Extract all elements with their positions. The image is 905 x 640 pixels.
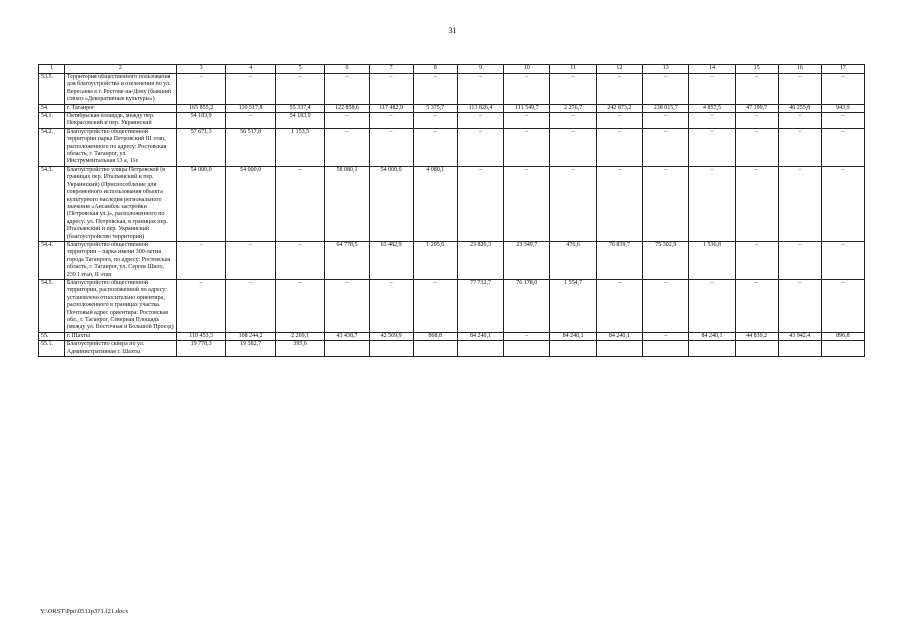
- amount-cell: –: [821, 279, 864, 332]
- amount-cell: –: [504, 113, 550, 129]
- amount-cell: –: [596, 113, 642, 129]
- table-row: [39, 74, 865, 105]
- amount-cell: 46 255,8: [778, 104, 821, 112]
- amount-cell: –: [596, 128, 642, 166]
- amount-cell: 476,6: [550, 241, 596, 279]
- amount-cell: 75 302,9: [643, 241, 689, 279]
- amount-cell: –: [550, 166, 596, 241]
- amount-cell: –: [325, 113, 369, 129]
- amount-cell: –: [596, 74, 642, 105]
- amount-cell: –: [369, 128, 413, 166]
- amount-cell: –: [735, 128, 778, 166]
- amount-cell: –: [325, 279, 369, 332]
- amount-cell: –: [643, 113, 689, 129]
- amount-cell: 84 240,1: [550, 332, 596, 340]
- item-name-cell: Благоустройство общественной территории, расположенной по адресу: установлено относительно ориентира, расположенного в границах участка. Почтовый адрес ориентира: Ростовская обл., г. Таганрог, Северная Площадь (между ул. Восточная и Большой Проезд): [64, 279, 176, 332]
- amount-cell: 122 858,6: [325, 104, 369, 112]
- column-header: 17: [821, 65, 864, 74]
- amount-cell: –: [735, 241, 778, 279]
- amount-cell: [369, 341, 413, 357]
- amount-cell: –: [643, 74, 689, 105]
- item-name-cell: Благоустройство сквера по ул. Административная г. Шахты: [64, 341, 176, 357]
- amount-cell: –: [275, 74, 325, 105]
- amount-cell: 23 826,3: [457, 241, 503, 279]
- amount-cell: –: [643, 332, 689, 340]
- amount-cell: 42 569,9: [369, 332, 413, 340]
- amount-cell: 1 153,5: [275, 128, 325, 166]
- row-number-cell: 54.2.: [39, 128, 65, 166]
- amount-cell: –: [457, 166, 503, 241]
- amount-cell: –: [226, 74, 276, 105]
- amount-cell: 54 000,0: [369, 166, 413, 241]
- amount-cell: 56 517,8: [226, 128, 276, 166]
- row-number-cell: 55.1.: [39, 341, 65, 357]
- table-body: [39, 74, 865, 357]
- amount-cell: –: [821, 166, 864, 241]
- row-number-cell: 54.5.: [39, 279, 65, 332]
- row-number-cell: 55.: [39, 332, 65, 340]
- amount-cell: 113 826,4: [457, 104, 503, 112]
- amount-cell: –: [550, 128, 596, 166]
- amount-cell: –: [821, 128, 864, 166]
- table-row: [39, 113, 865, 129]
- table-row: [39, 166, 865, 241]
- amount-cell: –: [176, 74, 226, 105]
- amount-cell: 54 183,9: [176, 113, 226, 129]
- amount-cell: –: [735, 113, 778, 129]
- amount-cell: [821, 341, 864, 357]
- amount-cell: –: [689, 113, 735, 129]
- item-name-cell: Благоустройство общественной территории – парка имени 300-летия города Таганрога, по адресу: Ростовская область, г. Таганрог, ул. Сергея Шило, 239 I этап, II этап: [64, 241, 176, 279]
- table-row: [39, 128, 865, 166]
- amount-cell: 110 453,3: [176, 332, 226, 340]
- column-header: 6: [325, 65, 369, 74]
- amount-cell: –: [275, 279, 325, 332]
- amount-cell: –: [226, 113, 276, 129]
- item-name-cell: Благоустройство общественной территории парка Петровский III этап, расположенного по адресу: Ростовская область, г. Таганрог, ул. Инструментальная 13 а, 11е: [64, 128, 176, 166]
- row-number-cell: 54: [39, 104, 65, 112]
- amount-cell: –: [596, 166, 642, 241]
- table-row: [39, 332, 865, 340]
- amount-cell: 4 080,1: [413, 166, 457, 241]
- amount-cell: –: [778, 128, 821, 166]
- amount-cell: [504, 341, 550, 357]
- amount-cell: 896,8: [821, 332, 864, 340]
- amount-cell: –: [689, 74, 735, 105]
- amount-cell: 1 295,6: [413, 241, 457, 279]
- amount-cell: –: [325, 74, 369, 105]
- column-header: 11: [550, 65, 596, 74]
- amount-cell: –: [226, 279, 276, 332]
- amount-cell: –: [226, 241, 276, 279]
- item-name-cell: г. Таганрог: [64, 104, 176, 112]
- amount-cell: –: [457, 74, 503, 105]
- column-header: 7: [369, 65, 413, 74]
- amount-cell: –: [821, 74, 864, 105]
- column-header: 12: [596, 65, 642, 74]
- amount-cell: 84 240,1: [596, 332, 642, 340]
- amount-cell: 111 549,7: [504, 104, 550, 112]
- amount-cell: 77 732,7: [457, 279, 503, 332]
- amount-cell: 110 517,8: [226, 104, 276, 112]
- amount-cell: 2 209,1: [275, 332, 325, 340]
- amount-cell: –: [689, 279, 735, 332]
- amount-cell: 23 349,7: [504, 241, 550, 279]
- amount-cell: –: [643, 128, 689, 166]
- amount-cell: [643, 341, 689, 357]
- item-name-cell: Территория общественного пользования для благоустройства и озеленения по ул. Вересаева в г. Ростове-на-Дону (бывший совхоз «Декоративные культуры»): [64, 74, 176, 105]
- amount-cell: –: [550, 113, 596, 129]
- amount-cell: –: [413, 74, 457, 105]
- row-number-cell: 54.3.: [39, 166, 65, 241]
- file-path-footer: Y:\ORST\Ppo\0511p371.f21.docx: [40, 608, 129, 615]
- table-row: [39, 341, 865, 357]
- column-header: 3: [176, 65, 226, 74]
- amount-cell: –: [176, 241, 226, 279]
- amount-cell: –: [504, 74, 550, 105]
- amount-cell: –: [643, 279, 689, 332]
- amount-cell: –: [457, 113, 503, 129]
- amount-cell: –: [778, 166, 821, 241]
- amount-cell: [457, 341, 503, 357]
- amount-cell: 19 382,7: [226, 341, 276, 357]
- row-number-cell: 54.1.: [39, 113, 65, 129]
- amount-cell: 19 778,3: [176, 341, 226, 357]
- amount-cell: [778, 341, 821, 357]
- column-header: 2: [64, 65, 176, 74]
- amount-cell: 43 942,4: [778, 332, 821, 340]
- amount-cell: –: [369, 113, 413, 129]
- row-number-cell: 53.5.: [39, 74, 65, 105]
- amount-cell: 1 554,7: [550, 279, 596, 332]
- column-header: 9: [457, 65, 503, 74]
- amount-cell: –: [735, 74, 778, 105]
- column-header: 16: [778, 65, 821, 74]
- table-row: [39, 241, 865, 279]
- table-row: [39, 279, 865, 332]
- amount-cell: –: [689, 128, 735, 166]
- amount-cell: 54 183,9: [275, 113, 325, 129]
- amount-cell: –: [778, 279, 821, 332]
- amount-cell: 47 199,7: [735, 104, 778, 112]
- amount-cell: 5 375,7: [413, 104, 457, 112]
- amount-cell: 165 855,2: [176, 104, 226, 112]
- amount-cell: –: [457, 128, 503, 166]
- amount-cell: 63 482,9: [369, 241, 413, 279]
- amount-cell: –: [778, 113, 821, 129]
- amount-cell: –: [778, 74, 821, 105]
- amount-cell: –: [413, 113, 457, 129]
- amount-cell: –: [275, 166, 325, 241]
- column-header: 13: [643, 65, 689, 74]
- amount-cell: –: [643, 166, 689, 241]
- amount-cell: –: [413, 128, 457, 166]
- amount-cell: 57 671,3: [176, 128, 226, 166]
- amount-cell: –: [596, 279, 642, 332]
- amount-cell: 58 080,1: [325, 166, 369, 241]
- amount-cell: 117 482,9: [369, 104, 413, 112]
- amount-cell: 1 536,8: [689, 241, 735, 279]
- amount-cell: [735, 341, 778, 357]
- header-row: [39, 65, 865, 74]
- amount-cell: –: [413, 279, 457, 332]
- table-row: [39, 104, 865, 112]
- amount-cell: [550, 341, 596, 357]
- amount-cell: 84 240,1: [457, 332, 503, 340]
- amount-cell: 2 276,7: [550, 104, 596, 112]
- amount-cell: –: [689, 166, 735, 241]
- amount-cell: 395,6: [275, 341, 325, 357]
- amount-cell: –: [369, 74, 413, 105]
- amount-cell: 4 857,5: [689, 104, 735, 112]
- amount-cell: –: [504, 332, 550, 340]
- amount-cell: 76 178,0: [504, 279, 550, 332]
- amount-cell: 55 337,4: [275, 104, 325, 112]
- amount-cell: 238 015,7: [643, 104, 689, 112]
- amount-cell: 54 000,0: [176, 166, 226, 241]
- amount-cell: –: [504, 128, 550, 166]
- amount-cell: –: [275, 241, 325, 279]
- amount-cell: 44 839,2: [735, 332, 778, 340]
- amount-cell: –: [550, 74, 596, 105]
- amount-cell: 868,8: [413, 332, 457, 340]
- amount-cell: [596, 341, 642, 357]
- amount-cell: [413, 341, 457, 357]
- amount-cell: –: [821, 113, 864, 129]
- amount-cell: 43 438,7: [325, 332, 369, 340]
- amount-cell: –: [821, 241, 864, 279]
- column-header: 4: [226, 65, 276, 74]
- column-header: 14: [689, 65, 735, 74]
- column-header: 10: [504, 65, 550, 74]
- amount-cell: –: [176, 279, 226, 332]
- amount-cell: –: [735, 166, 778, 241]
- amount-cell: –: [369, 279, 413, 332]
- amount-cell: –: [778, 241, 821, 279]
- page-number: 31: [448, 26, 457, 35]
- amount-cell: –: [325, 128, 369, 166]
- amount-cell: 84 240,1: [689, 332, 735, 340]
- column-header: 5: [275, 65, 325, 74]
- amount-cell: 108 244,2: [226, 332, 276, 340]
- amount-cell: [689, 341, 735, 357]
- item-name-cell: Благоустройство улицы Петровской (в границах пер. Итальянский и пер. Украинский) (Приспособление для современного использования объекта культурного наследия регионального значения «Ансамбль застройки (Петровская ул.)», расположенного по адресу: ул. Петровская, в границах пер. Итальянский и пер. Украинский (благоустройство территории): [64, 166, 176, 241]
- amount-cell: –: [504, 166, 550, 241]
- column-header: 15: [735, 65, 778, 74]
- amount-cell: 76 839,7: [596, 241, 642, 279]
- item-name-cell: Октябрьская площадь, между пер. Некрасовский и пер. Украинский: [64, 113, 176, 129]
- amount-cell: 64 778,5: [325, 241, 369, 279]
- column-header: 1: [39, 65, 65, 74]
- row-number-cell: 54.4.: [39, 241, 65, 279]
- item-name-cell: г. Шахты: [64, 332, 176, 340]
- budget-table: [38, 64, 865, 357]
- amount-cell: 54 000,0: [226, 166, 276, 241]
- table-header: [39, 65, 865, 74]
- amount-cell: 242 873,2: [596, 104, 642, 112]
- column-header: 8: [413, 65, 457, 74]
- amount-cell: 943,9: [821, 104, 864, 112]
- amount-cell: [325, 341, 369, 357]
- amount-cell: –: [735, 279, 778, 332]
